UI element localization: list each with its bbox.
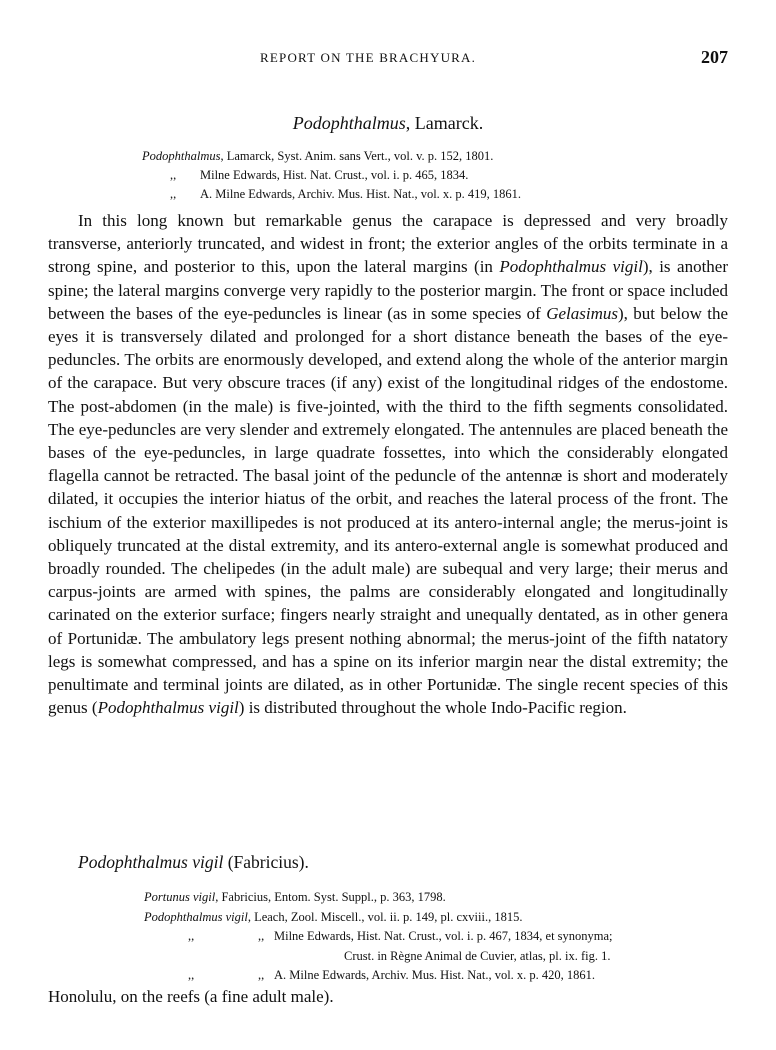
description-text: ) is distributed throughout the whole Indo-Pacific region. xyxy=(238,698,627,718)
synonym-name: Portunus vigil xyxy=(144,890,216,904)
genus-name: Podophthalmus xyxy=(292,113,406,133)
synonym-reference: , Leach, Zool. Miscell., vol. ii. p. 149, pl. cxviii., 1815. xyxy=(247,909,523,924)
genus-synonymy xyxy=(142,147,521,204)
synonym-reference: , Lamarck, Syst. Anim. sans Vert., vol. v. p. 152, 1801. xyxy=(220,149,494,163)
description-italic: Podophthalmus vigil xyxy=(97,698,239,718)
synonymy-line xyxy=(142,185,521,204)
species-authority: (Fabricius). xyxy=(223,852,309,872)
description-text: In this long known but remarkable genus the carapace is depressed and very broadly transverse, anteriorly truncated, and widest in front; the exterior angles of the orbits terminate in a strong spine, and posterior to this, upon the lateral margins (in xyxy=(48,211,728,277)
ditto-mark: ,, xyxy=(170,168,177,182)
genus-authority: , Lamarck. xyxy=(405,113,484,133)
synonym-name: Podophthalmus vigil xyxy=(144,909,248,924)
synonym-reference: , Fabricius, Entom. Syst. Suppl., p. 363, 1798. xyxy=(215,890,446,904)
description-text: ), but below the eyes it is transversely dilated and prolonged for a short distance beneath the bases of the eye-peduncles. The orbits are enormously developed, and extend along the whole of the anterior margin of the carapace. But very obscure traces (if any) exist of the longitudinal ridges of the endostome. The post-abdomen (in the male) is five-jointed, with the third to the fifth segments consolidated. The eye-peduncles are very slender and extremely elongated. The antennules are placed beneath the bases of the eye-peduncles, in large quadrate fossettes, into which the considerably elongated flagella cannot be retracted. The basal joint of the peduncle of the antennæ is short and moderately dilated, it occupies the interior hiatus of the orbit, and reaches the lateral process of the front. The ischium of the exterior maxillipedes is not produced at its antero-internal angle; the merus-joint is obliquely truncated at the distal extremity, and its antero-external angle is somewhat produced and broadly rounded. The chelipedes (in the adult male) are subequal and very large; their merus and carpus-joints are armed with spines, the palms are considerably elongated and longitudinally carinated on the exterior surface; fingers nearly straight and unequally dentated, as in other genera of Portunidæ. The ambulatory legs present nothing abnormal; the merus-joint of the fifth natatory legs is somewhat compressed, and has a spine on its inferior margin near the distal extremity; the penultimate and terminal joints are dilated, as in other Portunidæ. The single recent species of this genus ( xyxy=(48,303,728,718)
synonym-reference: Milne Edwards, Hist. Nat. Crust., vol. i. p. 465, 1834. xyxy=(200,168,469,182)
genus-heading xyxy=(0,113,776,134)
locality-record: Honolulu, on the reefs (a fine adult male). xyxy=(48,987,334,1006)
running-header: REPORT ON THE BRACHYURA. xyxy=(260,50,477,65)
synonymy-line xyxy=(142,147,521,166)
synonymy-line xyxy=(144,927,613,947)
ditto-mark: ,, xyxy=(188,968,195,982)
synonym-name: Podophthalmus xyxy=(142,149,221,163)
ditto-marks xyxy=(144,966,274,986)
synonymy-continuation: Crust. in Règne Animal de Cuvier, atlas, pl. ix. fig. 1. xyxy=(344,948,611,963)
species-name: Podophthalmus vigil xyxy=(78,852,224,872)
synonym-reference: A. Milne Edwards, Archiv. Mus. Hist. Nat., vol. x. p. 419, 1861. xyxy=(200,187,522,201)
ditto-mark: ,, xyxy=(258,968,265,982)
synonymy-line xyxy=(144,966,613,986)
synonymy-line xyxy=(144,888,613,908)
description-text: ), is another spine; the lateral margins converge very rapidly to the posterior margin. The front or space included between the bases of the eye-peduncles is linear (as in some species of xyxy=(48,257,728,323)
synonym-reference: A. Milne Edwards, Archiv. Mus. Hist. Nat., vol. x. p. 420, 1861. xyxy=(274,968,596,982)
ditto-mark: ,, xyxy=(170,187,177,201)
ditto-mark: ,, xyxy=(188,929,195,943)
description-italic: Podophthalmus vigil xyxy=(499,257,643,277)
description-italic: Gelasimus xyxy=(546,303,618,323)
ditto-mark: ,, xyxy=(258,929,265,943)
species-heading xyxy=(78,852,309,873)
genus-description xyxy=(48,209,728,719)
page-number: 207 xyxy=(701,47,728,67)
synonymy-line xyxy=(144,908,613,928)
ditto-marks xyxy=(144,927,274,947)
synonymy-line xyxy=(142,166,521,185)
species-synonymy xyxy=(144,888,613,986)
synonym-reference: Milne Edwards, Hist. Nat. Crust., vol. i. p. 467, 1834, et synonyma; xyxy=(274,929,613,943)
